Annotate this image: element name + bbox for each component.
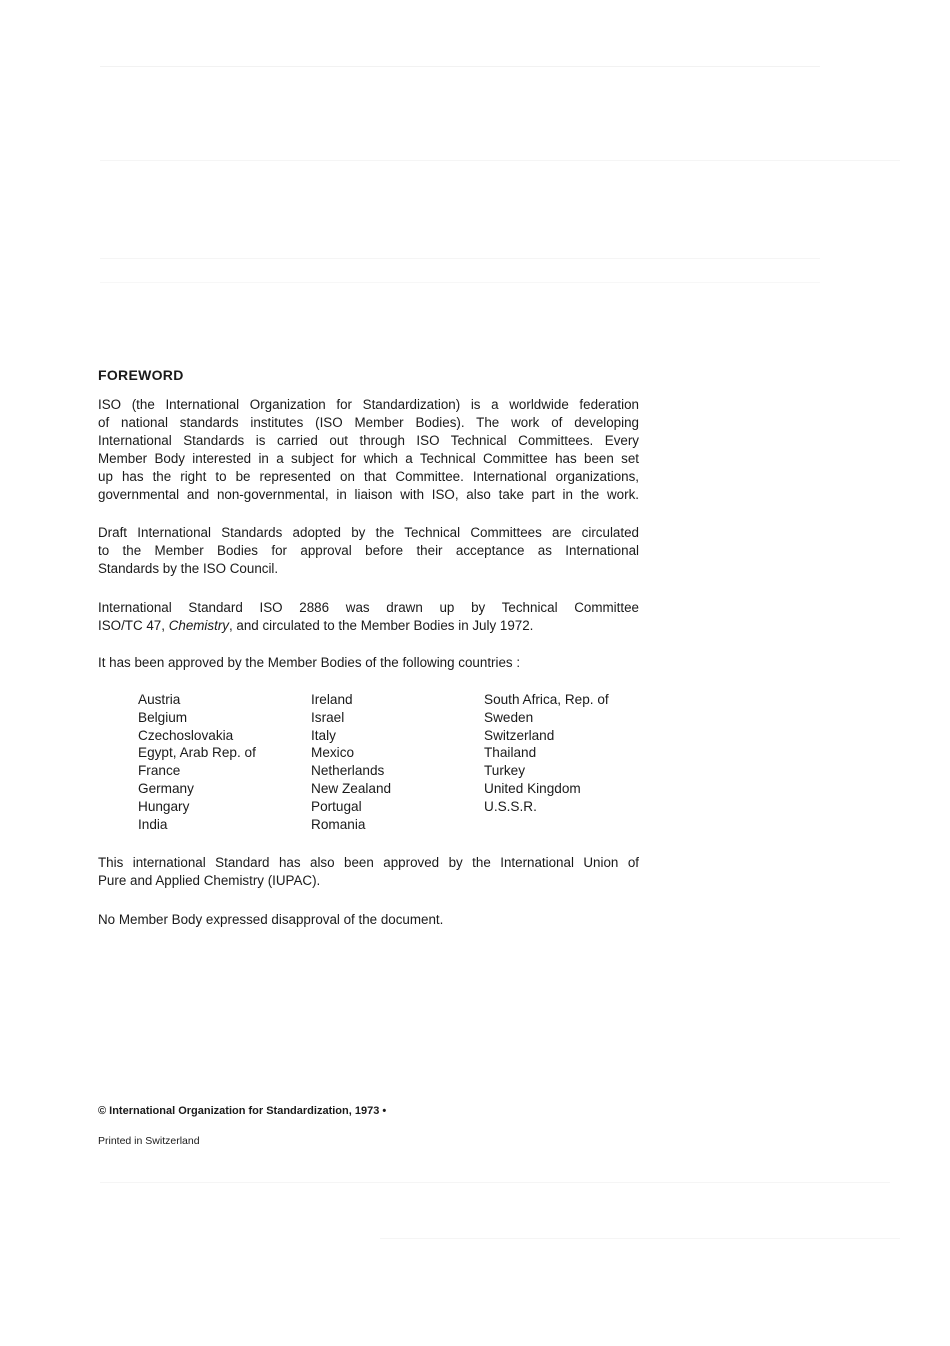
country-item: Egypt, Arab Rep. of	[138, 745, 256, 761]
country-item: Austria	[138, 692, 181, 707]
printed-in-notice: Printed in Switzerland	[98, 1135, 200, 1147]
country-item: Turkey	[484, 763, 526, 779]
scan-noise	[100, 258, 820, 259]
paragraph-line: Pure and Applied Chemistry (IUPAC).	[98, 873, 321, 888]
country-item: Czechoslovakia	[138, 727, 234, 743]
country-item: India	[138, 816, 168, 832]
paragraph-line: No Member Body expressed disapproval of the document.	[98, 912, 444, 927]
country-item: Portugal	[311, 798, 362, 814]
paragraph-line: Standards by the ISO Council.	[98, 561, 279, 576]
paragraph-line: This international Standard has also been approved by the International Union of	[98, 855, 639, 870]
country-item: Thailand	[484, 745, 537, 761]
paragraph-iso-2886	[98, 599, 639, 635]
country-item: Netherlands	[311, 763, 385, 779]
paragraph-disapproval	[98, 911, 639, 929]
paragraph-line: to the Member Bodies for approval before their acceptance as International	[98, 543, 639, 558]
country-item: Switzerland	[484, 727, 555, 743]
circulation-text: , and circulated to the Member Bodies in July 1972.	[228, 618, 534, 633]
paragraph-line: International Standards is carried out through ISO Technical Committees. Every	[98, 433, 639, 448]
paragraph-line: International Standard ISO 2886 was drawn up by Technical Committee	[98, 600, 639, 615]
paragraph-line: up has the right to be represented on that Committee. International organizations,	[98, 469, 639, 484]
paragraph-line: Draft International Standards adopted by the Technical Committees are circulated	[98, 525, 639, 540]
country-item: U.S.S.R.	[484, 798, 537, 814]
country-item: Sweden	[484, 709, 534, 725]
scan-noise	[380, 1238, 900, 1239]
foreword-heading: FOREWORD	[98, 367, 184, 383]
country-item: Hungary	[138, 798, 190, 814]
committee-name: Chemistry	[168, 618, 229, 633]
paragraph-line: It has been approved by the Member Bodies of the following countries :	[98, 655, 521, 670]
paragraph-approval-intro	[98, 654, 639, 672]
country-item: Mexico	[311, 745, 355, 761]
scan-noise	[100, 66, 820, 67]
country-item: New Zealand	[311, 780, 392, 796]
countries-column-1	[138, 691, 256, 833]
committee-ref: ISO/TC 47,	[98, 618, 169, 633]
country-item: Germany	[138, 780, 194, 796]
country-item: Italy	[311, 727, 336, 743]
country-item: United Kingdom	[484, 780, 581, 796]
copyright-notice: © International Organization for Standardization, 1973 •	[98, 1105, 387, 1117]
country-item: Israel	[311, 709, 345, 725]
paragraph-iupac	[98, 854, 639, 890]
country-item: Ireland	[311, 692, 353, 707]
country-item: Romania	[311, 816, 366, 832]
countries-column-3	[484, 691, 609, 816]
paragraph-line: of national standards institutes (ISO Member Bodies). The work of developing	[98, 415, 639, 430]
paragraph-iso-intro	[98, 396, 639, 504]
paragraph-line: Member Body interested in a subject for which a Technical Committee has been set	[98, 451, 639, 466]
scan-noise	[100, 1182, 890, 1183]
country-item: South Africa, Rep. of	[484, 692, 609, 707]
paragraph-line	[98, 617, 639, 635]
paragraph-line: ISO (the International Organization for Standardization) is a worldwide federation	[98, 397, 639, 412]
country-item: France	[138, 763, 181, 779]
scan-noise	[100, 282, 820, 283]
paragraph-draft-standards	[98, 524, 639, 578]
country-item: Belgium	[138, 709, 188, 725]
scan-noise	[100, 160, 900, 161]
paragraph-line: governmental and non-governmental, in liaison with ISO, also take part in the work.	[98, 487, 639, 502]
countries-column-2	[311, 691, 391, 833]
